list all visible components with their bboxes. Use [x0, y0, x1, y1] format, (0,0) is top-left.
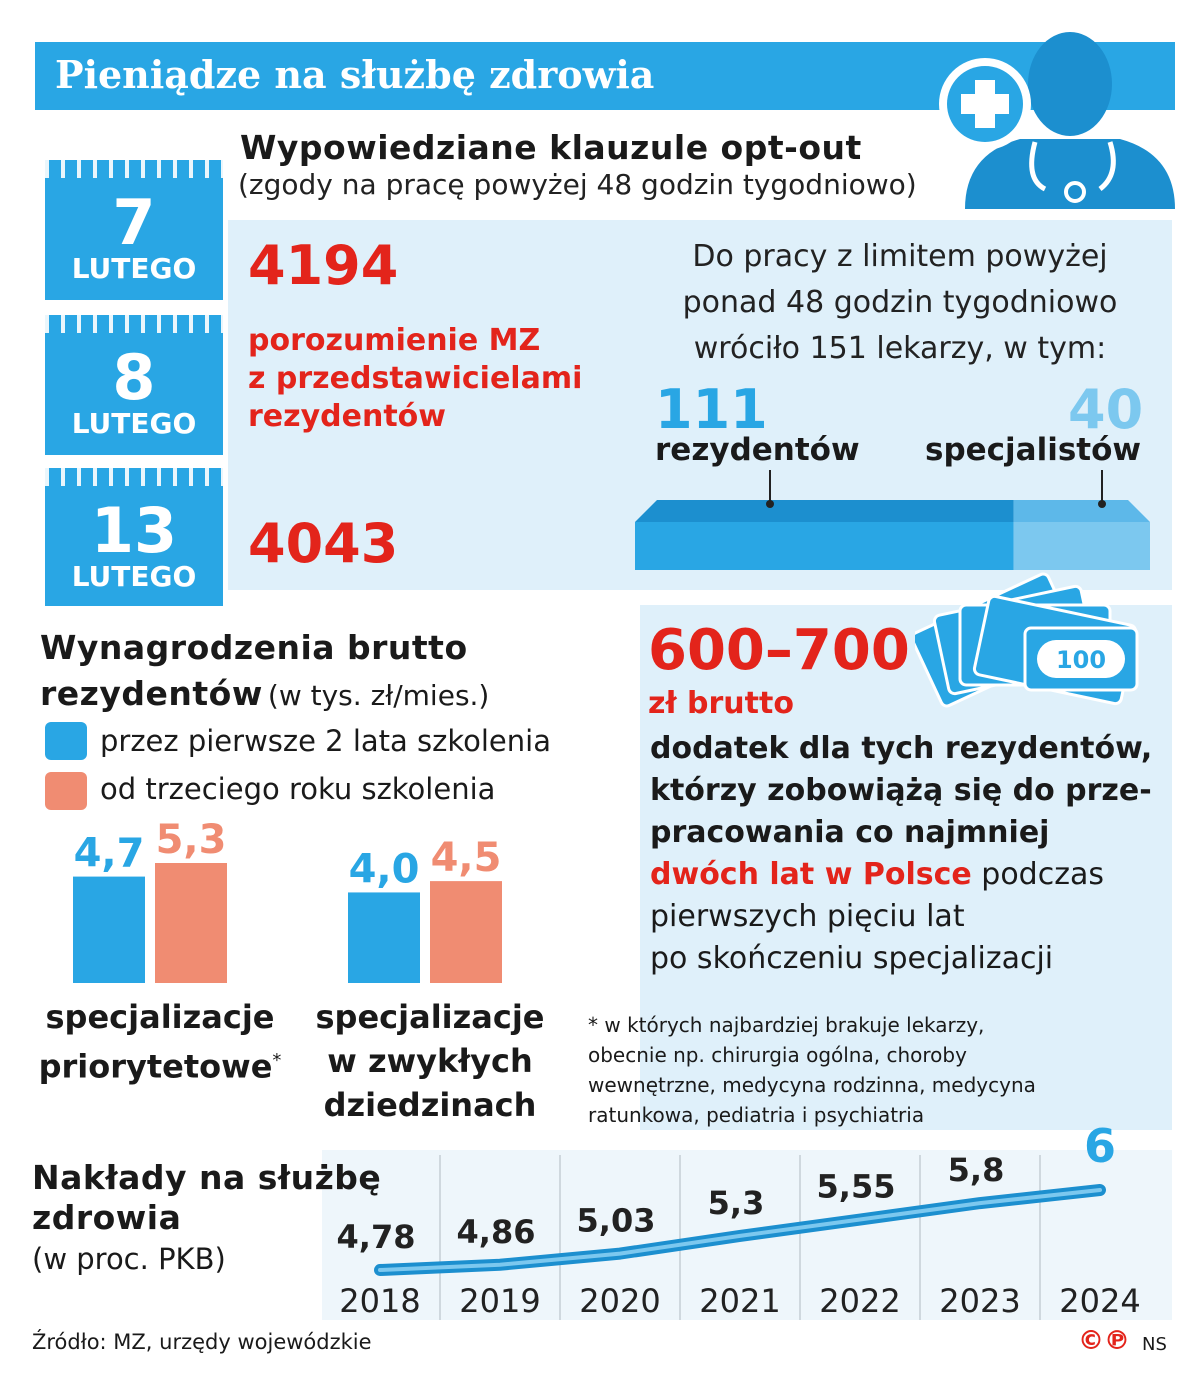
- spending-heading-1: Nakłady na służbę: [32, 1158, 382, 1197]
- salary-bar-label: 4,0: [348, 846, 420, 893]
- residents-label: rezydentów: [655, 432, 860, 468]
- legend-label-2: od trzeciego roku szkolenia: [100, 772, 496, 806]
- calendar-month: LUTEGO: [71, 407, 197, 440]
- specialists-bar-top: [1014, 500, 1150, 522]
- salary-bar-label: 5,3: [155, 817, 227, 863]
- year-label: 2018: [339, 1282, 421, 1320]
- calendar-day: 8: [112, 341, 156, 414]
- salary-bar: [73, 877, 145, 983]
- footnote-mark: *: [272, 1050, 282, 1071]
- spending-value-label: 5,55: [816, 1167, 896, 1206]
- agreement-line: rezydentów: [248, 399, 447, 434]
- year-label: 2024: [1059, 1282, 1141, 1320]
- optout-subheading: (zgody na pracę powyżej 48 godzin tygodniowo): [238, 168, 917, 201]
- footnote-line: ratunkowa, pediatria i psychiatria: [588, 1103, 925, 1127]
- bonus-line: podczas: [971, 857, 1104, 892]
- bonus-unit: zł brutto: [648, 686, 794, 721]
- salary-bar-label: 4,7: [73, 830, 145, 877]
- calendar-month: LUTEGO: [71, 560, 197, 593]
- optout-value-2: 4043: [248, 512, 399, 575]
- spending-unit: (w proc. PKB): [32, 1242, 226, 1276]
- specialists-pointer-dot: [1098, 500, 1106, 508]
- spending-value-label: 6: [1083, 1119, 1117, 1173]
- specialists-value: 40: [1068, 378, 1144, 441]
- spending-value-label: 5,3: [707, 1183, 765, 1222]
- salary-unit: (w tys. zł/mies.): [267, 679, 490, 712]
- year-label: 2022: [819, 1282, 901, 1320]
- return-line: ponad 48 godzin tygodniowo: [682, 285, 1118, 320]
- calendar-13: [45, 468, 223, 606]
- bonus-line: dodatek dla tych rezydentów,: [650, 731, 1153, 766]
- bonus-line: pracowania co najmniej: [650, 815, 1050, 850]
- optout-heading: Wypowiedziane klauzule opt-out: [240, 128, 862, 167]
- credit: NS: [1142, 1334, 1167, 1355]
- spending-value-label: 4,78: [336, 1218, 416, 1256]
- footnote-line: wewnętrzne, medycyna rodzinna, medycyna: [588, 1073, 1036, 1097]
- bonus-amount: 600–700: [648, 618, 910, 683]
- spending-value-label: 5,8: [947, 1151, 1005, 1190]
- spending-value-label: 4,86: [456, 1212, 536, 1251]
- legend-swatch-blue: [45, 722, 87, 760]
- specialists-label: specjalistów: [925, 432, 1142, 468]
- banknotes-icon: [915, 560, 1150, 710]
- category-line: priorytetowe: [38, 1047, 273, 1086]
- calendar-8: [45, 315, 223, 455]
- spending-chart: [322, 1100, 1172, 1330]
- agreement-line: porozumienie MZ: [248, 323, 541, 358]
- calendar-7: [45, 160, 223, 300]
- footnote-line: * w których najbardziej brakuje lekarzy,: [588, 1013, 985, 1037]
- salary-heading-2: rezydentów: [40, 674, 263, 713]
- salary-chart: [40, 800, 560, 990]
- return-text: [640, 234, 1160, 372]
- category-line: dziedzinach: [323, 1086, 537, 1124]
- salary-bar-label: 4,5: [430, 835, 502, 882]
- bonus-line: po skończeniu specjalizacji: [650, 941, 1054, 976]
- residents-pointer-dot: [766, 500, 774, 508]
- calendar-month: LUTEGO: [71, 252, 197, 285]
- salary-heading-1: Wynagrodzenia brutto: [40, 628, 468, 667]
- page-title: Pieniądze na służbę zdrowia: [55, 52, 655, 97]
- source: Źródło: MZ, urzędy wojewódzkie: [32, 1330, 372, 1354]
- footnote-line: obecnie np. chirurgia ogólna, choroby: [588, 1043, 967, 1067]
- year-label: 2019: [459, 1282, 541, 1320]
- bonus-red-part: dwóch lat w Polsce: [650, 857, 972, 892]
- residents-bar-top: [635, 500, 1014, 522]
- calendar-day: 7: [112, 186, 156, 259]
- spending-heading-2: zdrowia: [32, 1198, 182, 1237]
- doctor-icon: [925, 14, 1175, 214]
- legend-label-1: przez pierwsze 2 lata szkolenia: [100, 724, 551, 758]
- return-line: wróciło 151 lekarzy, w tym:: [693, 331, 1107, 366]
- salary-bar: [348, 892, 420, 983]
- spending-value-label: 5,03: [576, 1201, 656, 1240]
- banknote-label: 100: [1055, 646, 1107, 674]
- year-label: 2023: [939, 1282, 1021, 1320]
- bonus-line: pierwszych pięciu lat: [650, 899, 965, 934]
- salary-bar: [155, 863, 227, 983]
- category-priority: [30, 995, 290, 1089]
- bonus-line: którzy zobowiążą się do prze-: [650, 773, 1152, 808]
- residents-value: 111: [655, 378, 768, 441]
- salary-bar: [430, 881, 502, 983]
- return-line: Do pracy z limitem powyżej: [692, 239, 1108, 274]
- bonus-description: [650, 728, 1170, 980]
- optout-value-1: 4194: [248, 234, 399, 297]
- category-line: w zwykłych: [327, 1042, 533, 1080]
- year-label: 2020: [579, 1282, 661, 1320]
- agreement-line: z przedstawicielami: [248, 361, 583, 396]
- category-line: specjalizacje: [315, 998, 545, 1036]
- category-line: specjalizacje: [45, 998, 275, 1036]
- year-label: 2021: [699, 1282, 781, 1320]
- agreement-text: [248, 322, 582, 436]
- copyright-icon: ©℗: [1078, 1326, 1130, 1356]
- calendar-day: 13: [90, 494, 178, 567]
